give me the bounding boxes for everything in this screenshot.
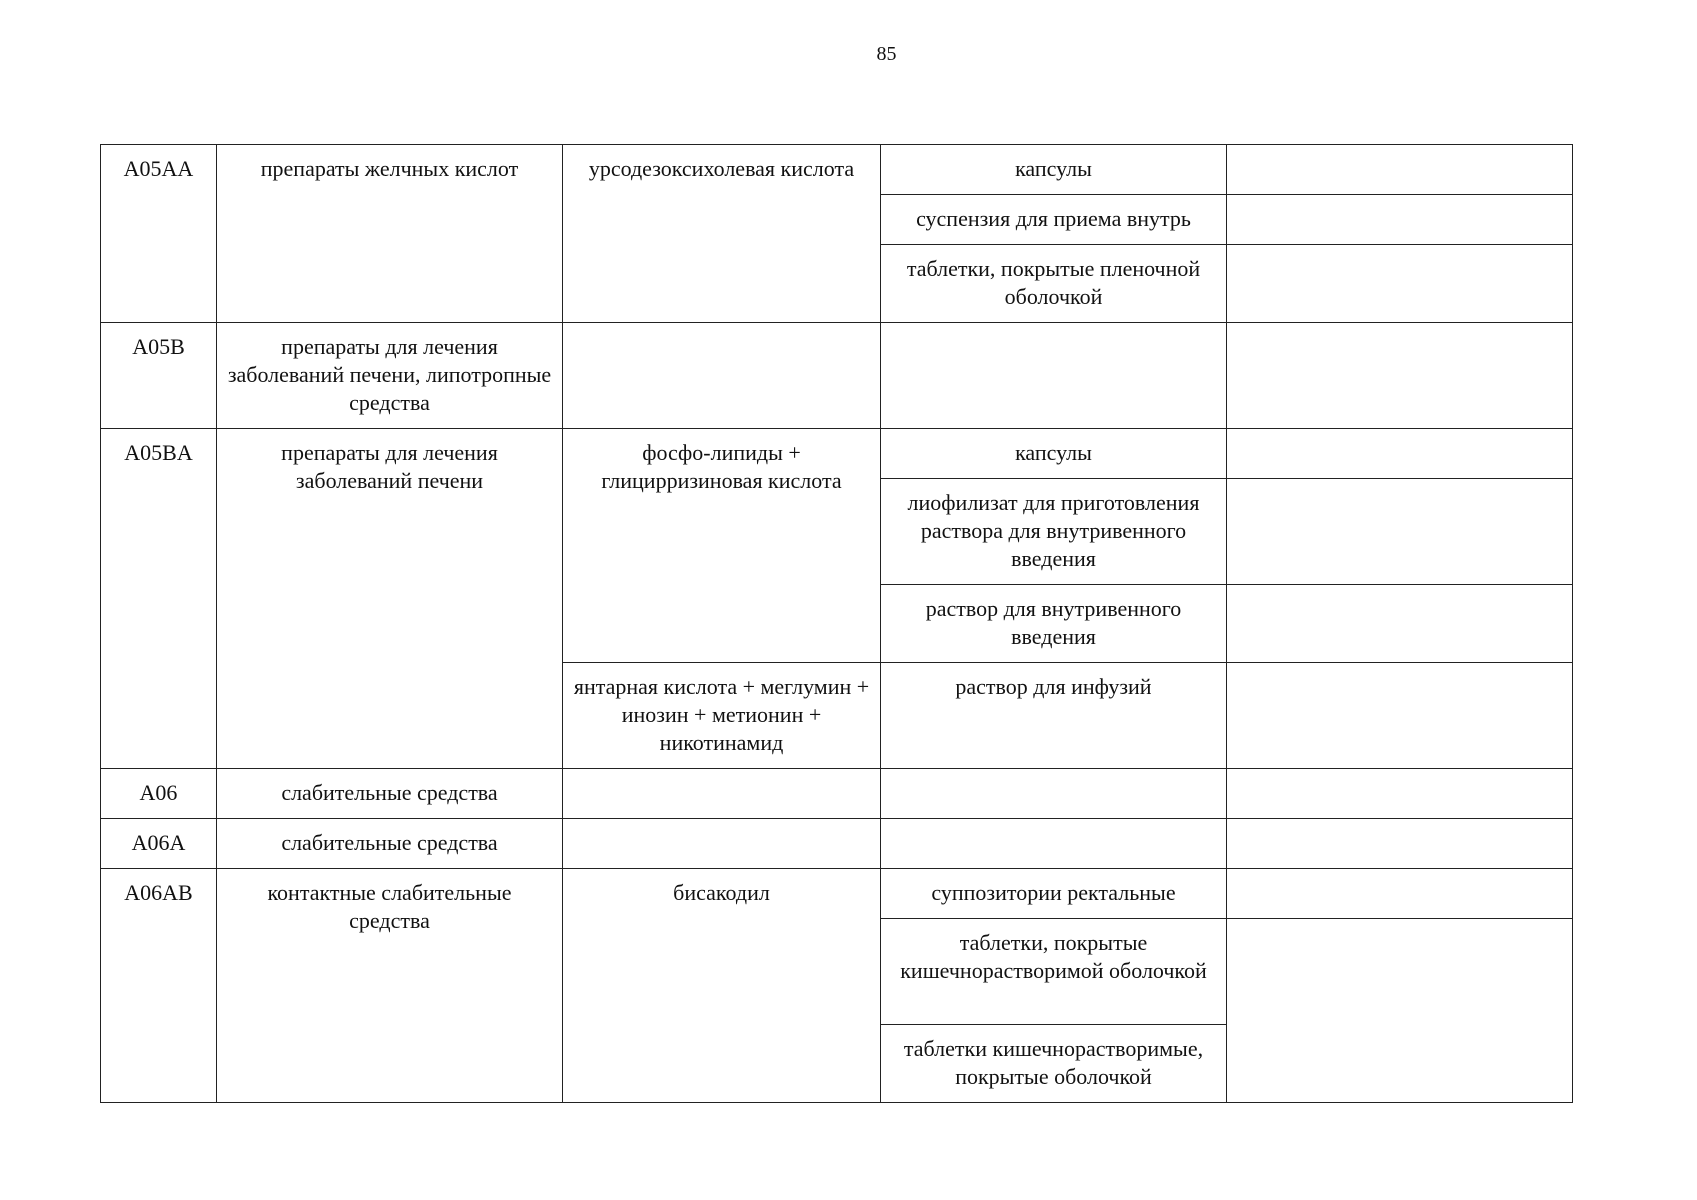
table-row [101, 769, 1573, 819]
empty-cell [881, 323, 1227, 429]
table-row [101, 869, 1573, 919]
group-name-cell: препараты желчных кислот [217, 145, 563, 323]
dosage-form-cell: суппозитории ректальные [881, 869, 1227, 919]
empty-cell [1227, 323, 1573, 429]
page-number: 85 [876, 43, 897, 65]
atc-code-cell: A06 [101, 769, 217, 819]
dosage-form-cell: суспензия для приема внутрь [881, 195, 1227, 245]
empty-cell [563, 769, 881, 819]
group-name-cell: слабительные средства [217, 769, 563, 819]
dosage-form-cell: раствор для внутривенного введения [881, 585, 1227, 663]
empty-cell [1227, 429, 1573, 479]
empty-cell [1227, 195, 1573, 245]
dosage-form-cell: таблетки, покрытые кишечнорастворимой оболочкой [881, 919, 1227, 1025]
substance-cell: фосфо-липиды + глицирризиновая кислота [563, 429, 881, 663]
substance-cell: янтарная кислота + меглумин + инозин + метионин + никотинамид [563, 663, 881, 769]
empty-cell [1227, 819, 1573, 869]
substance-cell: бисакодил [563, 869, 881, 1103]
group-name-cell: слабительные средства [217, 819, 563, 869]
atc-code-cell: A05B [101, 323, 217, 429]
empty-cell [1227, 769, 1573, 819]
dosage-form-cell: таблетки, покрытые пленочной оболочкой [881, 245, 1227, 323]
empty-cell [881, 819, 1227, 869]
table-row [101, 323, 1573, 429]
empty-cell [881, 769, 1227, 819]
substance-cell: урсодезоксихолевая кислота [563, 145, 881, 323]
empty-cell [1227, 145, 1573, 195]
empty-cell [1227, 869, 1573, 919]
dosage-form-cell: лиофилизат для приготовления раствора для внутривенного введения [881, 479, 1227, 585]
group-name-cell: препараты для лечения заболеваний печени, липотропные средства [217, 323, 563, 429]
dosage-form-cell: таблетки кишечнорастворимые, покрытые оболочкой [881, 1025, 1227, 1103]
table-row [101, 429, 1573, 479]
empty-cell [1227, 479, 1573, 585]
group-name-cell: контактные слабительные средства [217, 869, 563, 1103]
dosage-form-cell: раствор для инфузий [881, 663, 1227, 769]
atc-code-cell: A06AB [101, 869, 217, 1103]
empty-cell [1227, 663, 1573, 769]
drug-table [100, 144, 1573, 1103]
atc-code-cell: A06A [101, 819, 217, 869]
empty-cell [1227, 919, 1573, 1103]
empty-cell [563, 819, 881, 869]
table-row [101, 819, 1573, 869]
empty-cell [563, 323, 881, 429]
empty-cell [1227, 585, 1573, 663]
atc-code-cell: A05AA [101, 145, 217, 323]
dosage-form-cell: капсулы [881, 429, 1227, 479]
table-row [101, 145, 1573, 195]
atc-code-cell: A05BA [101, 429, 217, 769]
empty-cell [1227, 245, 1573, 323]
dosage-form-cell: капсулы [881, 145, 1227, 195]
group-name-cell: препараты для лечения заболеваний печени [217, 429, 563, 769]
